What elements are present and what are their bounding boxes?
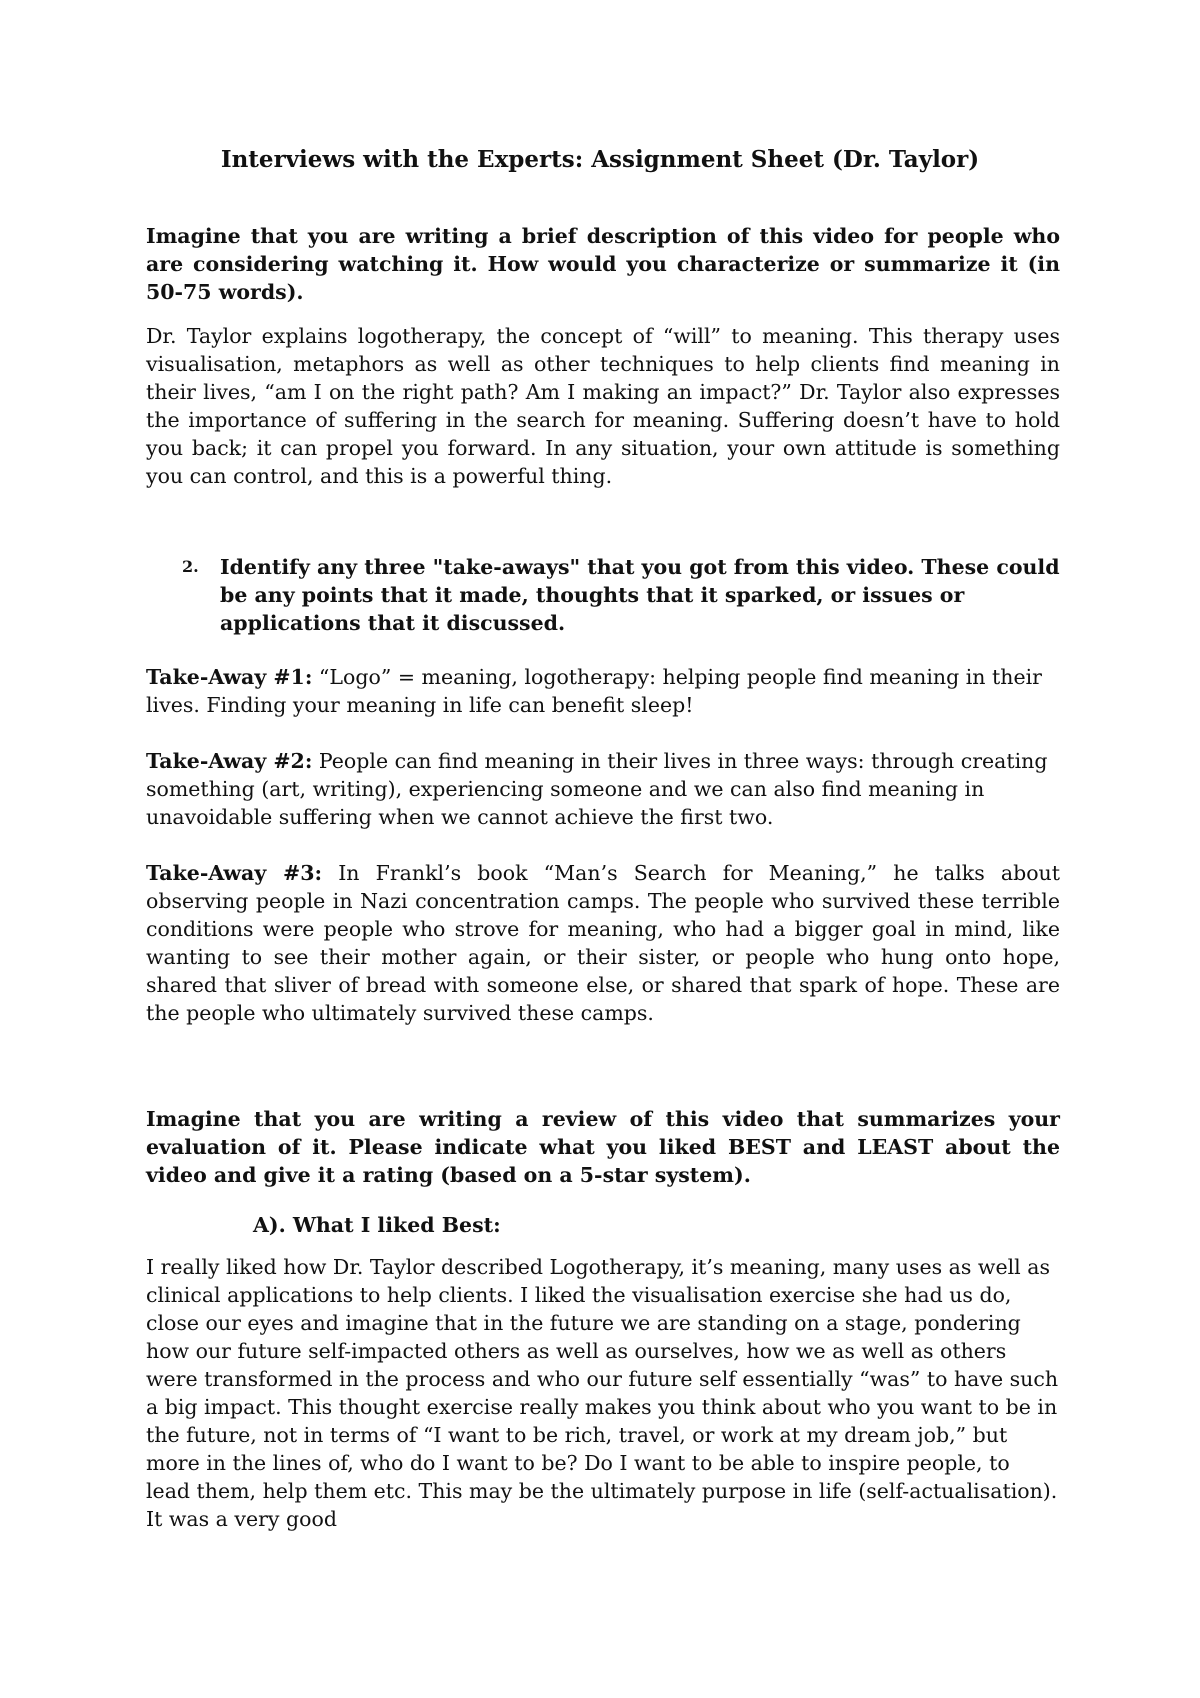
question-3: Imagine that you are writing a review of this video that summarizes your evaluation of it. Please indicate what you liked BEST and LEAST about the video and give it a rating (based on a 5-star system).: [146, 1107, 1060, 1187]
question-1: Imagine that you are writing a brief description of this video for people who are considering watching it. How would you characterize or summarize it (in 50-75 words).: [146, 224, 1060, 304]
takeaway-1-label: Take-Away #1:: [146, 665, 313, 689]
question-2-number: 2.: [182, 557, 199, 576]
best-heading: A). What I liked Best:: [253, 1213, 501, 1237]
takeaway-2: [146, 747, 1060, 831]
question-2: [182, 553, 1062, 637]
question-2-text: Identify any three "take-aways" that you got from this video. These could be any points that it made, thoughts that it sparked, or issues or applications that it discussed.: [220, 555, 1060, 635]
takeaway-3-text: In Frankl’s book “Man’s Search for Meaning,” he talks about observing people in Nazi concentration camps. The people who survived these terrible conditions were people who strove for meaning, who had a bigger goal in mind, like wanting to see their mother again, or their sister, or people who hung onto hope, shared that sliver of bread with someone else, or shared that spark of hope. These are the people who ultimately survived these camps.: [146, 861, 1060, 1025]
takeaway-2-label: Take-Away #2:: [146, 749, 313, 773]
takeaway-2-text: People can find meaning in their lives in three ways: through creating something (art, writing), experiencing someone and we can also find meaning in unavoidable suffering when we cannot achieve the first two.: [146, 749, 1048, 829]
takeaway-3: [146, 859, 1060, 1027]
answer-1: Dr. Taylor explains logotherapy, the concept of “will” to meaning. This therapy uses visualisation, metaphors as well as other techniques to help clients find meaning in their lives, “am I on the right path? Am I making an impact?” Dr. Taylor also expresses the importance of suffering in the search for meaning. Suffering doesn’t have to hold you back; it can propel you forward. In any situation, your own attitude is something you can control, and this is a powerful thing.: [146, 324, 1060, 488]
takeaway-3-label: Take-Away #3:: [146, 861, 323, 885]
takeaway-1-text: “Logo” = meaning, logotherapy: helping people find meaning in their lives. Finding your meaning in life can benefit sleep!: [146, 665, 1042, 717]
page-title: Interviews with the Experts: Assignment Sheet (Dr. Taylor): [220, 146, 980, 173]
best-answer: I really liked how Dr. Taylor described Logotherapy, it’s meaning, many uses as well as clinical applications to help clients. I liked the visualisation exercise she had us do, close our eyes and imagine that in the future we are standing on a stage, pondering how our future self-impacted others as well as ourselves, how we as well as others were transformed in the process and who our future self essentially “was” to have such a big impact. This thought exercise really makes you think about who you want to be in the future, not in terms of “I want to be rich, travel, or work at my dream job,” but more in the lines of, who do I want to be? Do I want to be able to inspire people, to lead them, help them etc. This may be the ultimately purpose in life (self-actualisation). It was a very good: [146, 1255, 1059, 1531]
takeaway-1: [146, 663, 1060, 719]
